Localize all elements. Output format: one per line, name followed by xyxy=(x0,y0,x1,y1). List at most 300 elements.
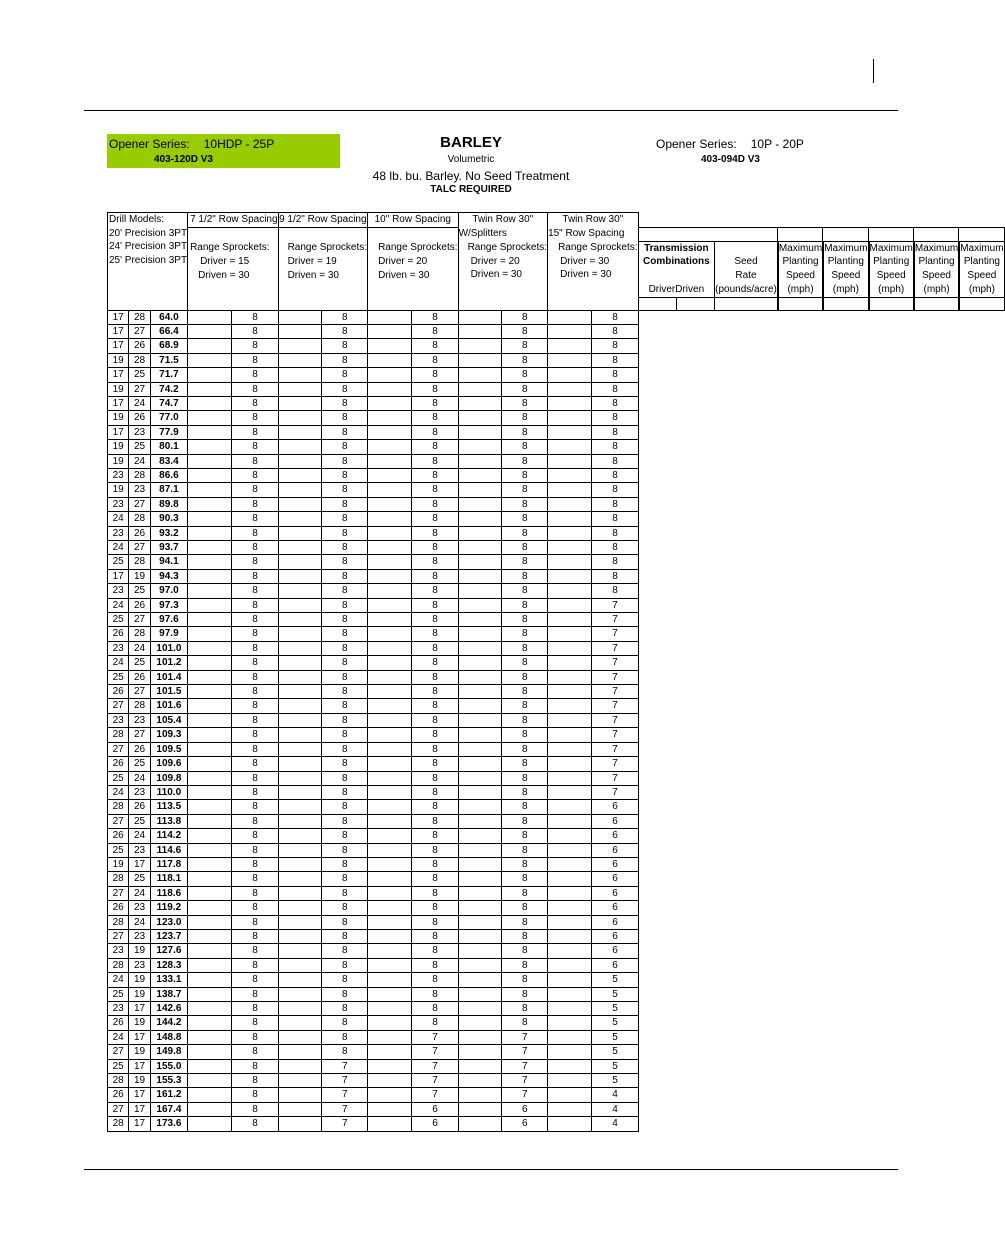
empty-cell xyxy=(548,368,592,382)
empty-cell xyxy=(368,800,412,814)
driven-cell: 24 xyxy=(129,886,151,900)
speed-cell: 8 xyxy=(232,757,278,771)
driven-cell: 17 xyxy=(129,1002,151,1016)
speed-cell: 8 xyxy=(412,843,458,857)
empty-cell xyxy=(188,1088,232,1102)
speed-cell: 8 xyxy=(232,541,278,555)
table-row xyxy=(108,584,1005,598)
empty-cell xyxy=(368,944,412,958)
speed-cell: 8 xyxy=(232,656,278,670)
empty-cell xyxy=(458,915,502,929)
empty-cell xyxy=(458,857,502,871)
speed-cell: 8 xyxy=(502,512,548,526)
driven-cell: 25 xyxy=(129,872,151,886)
speed-cell: 8 xyxy=(232,929,278,943)
empty-cell xyxy=(368,339,412,353)
empty-cell xyxy=(458,627,502,641)
empty-cell xyxy=(368,656,412,670)
speed-cell: 8 xyxy=(232,368,278,382)
speed-cell: 8 xyxy=(412,339,458,353)
driven-cell: 19 xyxy=(129,944,151,958)
driven-cell: 28 xyxy=(129,468,151,482)
table-row xyxy=(108,1016,1005,1030)
speed-cell: 8 xyxy=(502,497,548,511)
driven-cell: 19 xyxy=(129,987,151,1001)
empty-cell xyxy=(278,872,322,886)
speed-cell: 8 xyxy=(592,512,638,526)
empty-cell xyxy=(548,339,592,353)
driver-cell: 28 xyxy=(108,728,129,742)
empty-cell xyxy=(548,310,592,324)
speed-cell: 8 xyxy=(502,915,548,929)
empty-cell xyxy=(458,454,502,468)
speed-cell: 8 xyxy=(412,483,458,497)
spacing-title: 10" Row Spacing xyxy=(368,213,459,228)
speed-cell: 8 xyxy=(412,541,458,555)
empty-cell xyxy=(188,987,232,1001)
empty-cell xyxy=(368,382,412,396)
empty-cell xyxy=(188,1074,232,1088)
table-row xyxy=(108,468,1005,482)
speed-cell: 7 xyxy=(322,1059,368,1073)
seed-rate-cell: 114.6 xyxy=(150,843,187,857)
empty-cell xyxy=(188,382,232,396)
driver-cell: 28 xyxy=(108,800,129,814)
empty-cell xyxy=(548,886,592,900)
driver-cell: 19 xyxy=(108,440,129,454)
opener-right-model: 403-094D V3 xyxy=(701,154,760,165)
seed-rate-cell: 101.5 xyxy=(150,685,187,699)
empty-cell xyxy=(458,785,502,799)
seed-rate-cell: 64.0 xyxy=(150,310,187,324)
empty-cell xyxy=(548,742,592,756)
driven-cell: 27 xyxy=(129,541,151,555)
empty-cell xyxy=(458,771,502,785)
speed-cell: 7 xyxy=(412,1088,458,1102)
driver-cell: 27 xyxy=(108,1102,129,1116)
empty-cell xyxy=(188,353,232,367)
empty-cell xyxy=(458,339,502,353)
table-row xyxy=(108,1045,1005,1059)
seed-rate-cell: 117.8 xyxy=(150,857,187,871)
opener-series-left xyxy=(107,134,340,168)
speed-cell: 8 xyxy=(322,742,368,756)
empty-cell xyxy=(368,1117,412,1131)
speed-cell: 8 xyxy=(412,497,458,511)
empty-cell xyxy=(278,958,322,972)
driver-cell: 17 xyxy=(108,310,129,324)
speed-cell: 6 xyxy=(592,958,638,972)
opener-left-model: 403-120D V3 xyxy=(154,154,213,165)
speed-cell: 8 xyxy=(502,901,548,915)
table-row xyxy=(108,728,1005,742)
speed-cell: 8 xyxy=(502,670,548,684)
spacing-title-row xyxy=(108,213,1005,228)
speed-cell: 8 xyxy=(232,1074,278,1088)
empty-cell xyxy=(368,411,412,425)
table-row xyxy=(108,973,1005,987)
speed-cell: 8 xyxy=(412,656,458,670)
speed-cell: 8 xyxy=(502,785,548,799)
empty-cell xyxy=(458,1030,502,1044)
speed-cell: 8 xyxy=(232,382,278,396)
empty-cell xyxy=(458,1074,502,1088)
speed-cell: 8 xyxy=(502,973,548,987)
speed-cell: 8 xyxy=(412,324,458,338)
seed-rate-cell: 97.9 xyxy=(150,627,187,641)
seed-rate-cell: 74.7 xyxy=(150,396,187,410)
table-row xyxy=(108,785,1005,799)
empty-cell xyxy=(188,814,232,828)
empty-cell xyxy=(458,1002,502,1016)
empty-cell xyxy=(188,1045,232,1059)
empty-cell xyxy=(458,886,502,900)
speed-cell: 8 xyxy=(412,584,458,598)
speed-cell: 8 xyxy=(412,886,458,900)
speed-cell: 8 xyxy=(592,310,638,324)
driver-cell: 25 xyxy=(108,1059,129,1073)
empty-cell xyxy=(188,1102,232,1116)
empty-cell xyxy=(368,785,412,799)
empty-cell xyxy=(458,541,502,555)
speed-cell: 8 xyxy=(412,987,458,1001)
empty-cell xyxy=(278,785,322,799)
speed-cell: 7 xyxy=(592,598,638,612)
empty-cell xyxy=(548,713,592,727)
seed-rate-cell: 149.8 xyxy=(150,1045,187,1059)
table-row xyxy=(108,368,1005,382)
speed-cell: 8 xyxy=(232,843,278,857)
spacing-title: Twin Row 30" xyxy=(548,213,639,228)
driven-cell: 17 xyxy=(129,1059,151,1073)
speed-cell: 8 xyxy=(232,1117,278,1131)
speed-cell: 8 xyxy=(412,857,458,871)
empty-cell xyxy=(458,699,502,713)
empty-cell xyxy=(278,699,322,713)
speed-cell: 8 xyxy=(322,958,368,972)
speed-cell: 8 xyxy=(412,1002,458,1016)
driver-cell: 27 xyxy=(108,929,129,943)
speed-cell: 8 xyxy=(232,973,278,987)
speed-cell: 6 xyxy=(592,929,638,943)
driver-cell: 23 xyxy=(108,526,129,540)
speed-cell: 8 xyxy=(322,944,368,958)
speed-cell: 8 xyxy=(412,670,458,684)
empty-cell xyxy=(548,757,592,771)
speed-cell: 8 xyxy=(322,598,368,612)
empty-cell xyxy=(278,641,322,655)
empty-cell xyxy=(278,987,322,1001)
table-row xyxy=(108,771,1005,785)
empty-cell xyxy=(278,526,322,540)
speed-cell: 8 xyxy=(322,857,368,871)
empty-cell xyxy=(458,670,502,684)
empty-cell xyxy=(458,728,502,742)
speed-cell: 8 xyxy=(322,685,368,699)
empty-cell xyxy=(278,324,322,338)
speed-cell: 8 xyxy=(232,641,278,655)
empty-cell xyxy=(188,656,232,670)
seed-rate-cell: 133.1 xyxy=(150,973,187,987)
seed-rate-cell: 113.5 xyxy=(150,800,187,814)
empty-cell xyxy=(368,598,412,612)
empty-cell xyxy=(548,901,592,915)
speed-cell: 6 xyxy=(592,944,638,958)
empty-cell xyxy=(458,829,502,843)
empty-cell xyxy=(278,771,322,785)
seed-rate-cell: 114.2 xyxy=(150,829,187,843)
speed-cell: 8 xyxy=(232,613,278,627)
table-row xyxy=(108,440,1005,454)
empty-cell xyxy=(548,1059,592,1073)
table-row xyxy=(108,555,1005,569)
empty-cell xyxy=(188,468,232,482)
speed-cell: 8 xyxy=(232,944,278,958)
empty-cell xyxy=(368,1045,412,1059)
speed-cell: 8 xyxy=(412,699,458,713)
empty-cell xyxy=(278,454,322,468)
empty-cell xyxy=(368,512,412,526)
speed-cell: 7 xyxy=(412,1030,458,1044)
empty-cell xyxy=(548,555,592,569)
speed-cell: 7 xyxy=(412,1059,458,1073)
empty-cell xyxy=(278,584,322,598)
empty-cell xyxy=(278,411,322,425)
spacing-sprockets: Range Sprockets: Driver = 20 Driven = 30 xyxy=(368,227,459,310)
seed-rate-cell: 66.4 xyxy=(150,324,187,338)
empty-cell xyxy=(368,468,412,482)
empty-cell xyxy=(188,670,232,684)
speed-cell: 8 xyxy=(412,598,458,612)
empty-cell xyxy=(368,310,412,324)
speed-cell: 8 xyxy=(412,757,458,771)
driven-cell: 19 xyxy=(129,569,151,583)
speed-cell: 8 xyxy=(412,829,458,843)
empty-cell xyxy=(548,454,592,468)
seed-rate-cell: 173.6 xyxy=(150,1117,187,1131)
empty-cell xyxy=(548,1002,592,1016)
driver-cell: 25 xyxy=(108,670,129,684)
speed-cell: 8 xyxy=(592,411,638,425)
empty-cell xyxy=(458,843,502,857)
speed-cell: 8 xyxy=(232,800,278,814)
seed-rate-header: Seed Rate (pounds/acre) xyxy=(715,241,778,297)
speed-cell: 8 xyxy=(592,454,638,468)
spacing-sprockets: W/Splitters Range Sprockets: Driver = 20 Driven = 30 xyxy=(458,227,548,310)
empty-cell xyxy=(548,613,592,627)
speed-cell: 7 xyxy=(592,670,638,684)
empty-cell xyxy=(188,324,232,338)
seed-rate-cell: 110.0 xyxy=(150,785,187,799)
speed-cell: 5 xyxy=(592,987,638,1001)
empty-cell xyxy=(368,1030,412,1044)
table-row xyxy=(108,497,1005,511)
speed-cell: 8 xyxy=(412,728,458,742)
empty-cell xyxy=(548,440,592,454)
speed-cell: 8 xyxy=(502,627,548,641)
speed-cell: 8 xyxy=(592,396,638,410)
table-row xyxy=(108,685,1005,699)
table-row xyxy=(108,915,1005,929)
speed-cell: 8 xyxy=(322,627,368,641)
speed-cell: 8 xyxy=(232,310,278,324)
driver-cell: 25 xyxy=(108,771,129,785)
empty-cell xyxy=(368,814,412,828)
empty-cell xyxy=(278,1117,322,1131)
empty-cell xyxy=(188,497,232,511)
seed-rate-cell: 94.3 xyxy=(150,569,187,583)
empty-cell xyxy=(368,915,412,929)
empty-cell xyxy=(458,1045,502,1059)
driver-cell: 25 xyxy=(108,613,129,627)
driver-cell: 26 xyxy=(108,1088,129,1102)
empty-cell xyxy=(278,857,322,871)
speed-cell: 8 xyxy=(322,699,368,713)
talc-note: TALC REQUIRED xyxy=(430,184,512,195)
empty-cell xyxy=(188,339,232,353)
speed-cell: 6 xyxy=(592,886,638,900)
empty-cell xyxy=(278,929,322,943)
speed-cell: 5 xyxy=(592,1030,638,1044)
table-row xyxy=(108,987,1005,1001)
speed-cell: 7 xyxy=(322,1074,368,1088)
seed-rate-cell: 109.5 xyxy=(150,742,187,756)
empty-cell xyxy=(458,584,502,598)
speed-cell: 7 xyxy=(502,1030,548,1044)
empty-cell xyxy=(278,483,322,497)
empty-cell xyxy=(548,512,592,526)
driven-cell: 17 xyxy=(129,1088,151,1102)
table-row xyxy=(108,814,1005,828)
table-row xyxy=(108,1030,1005,1044)
empty-cell xyxy=(458,310,502,324)
empty-cell xyxy=(548,1117,592,1131)
driver-cell: 19 xyxy=(108,411,129,425)
speed-cell: 8 xyxy=(232,771,278,785)
drill-model-item: 24' Precision 3PT xyxy=(109,241,188,253)
speed-cell: 8 xyxy=(322,843,368,857)
speed-cell: 8 xyxy=(322,454,368,468)
empty-cell xyxy=(278,627,322,641)
seed-rate-cell: 167.4 xyxy=(150,1102,187,1116)
table-row xyxy=(108,713,1005,727)
drill-model-item: 25' Precision 3PT xyxy=(109,255,188,267)
driven-cell: 23 xyxy=(129,713,151,727)
spacing-sprockets: Range Sprockets: Driver = 15 Driven = 30 xyxy=(188,227,279,310)
spacing-title: Twin Row 30" xyxy=(458,213,548,228)
speed-cell: 6 xyxy=(592,814,638,828)
driven-cell: 23 xyxy=(129,425,151,439)
empty-cell xyxy=(458,987,502,1001)
driver-cell: 27 xyxy=(108,886,129,900)
speed-cell: 8 xyxy=(412,901,458,915)
empty-cell xyxy=(458,1059,502,1073)
empty-cell xyxy=(278,713,322,727)
table-row xyxy=(108,512,1005,526)
empty-cell xyxy=(278,1074,322,1088)
speed-cell: 8 xyxy=(502,411,548,425)
empty-cell xyxy=(548,584,592,598)
empty-cell xyxy=(368,353,412,367)
empty-cell xyxy=(458,958,502,972)
speed-cell: 8 xyxy=(502,872,548,886)
opener-left-value: 10HDP - 25P xyxy=(203,137,275,151)
speed-cell: 8 xyxy=(322,800,368,814)
speed-cell: 8 xyxy=(502,555,548,569)
table-row xyxy=(108,425,1005,439)
speed-cell: 8 xyxy=(322,886,368,900)
empty-cell xyxy=(278,353,322,367)
speed-cell: 5 xyxy=(592,1016,638,1030)
speed-cell: 8 xyxy=(322,613,368,627)
speed-cell: 8 xyxy=(322,411,368,425)
table-row xyxy=(108,396,1005,410)
empty-cell xyxy=(458,929,502,943)
speed-cell: 8 xyxy=(232,324,278,338)
empty-cell xyxy=(278,569,322,583)
driven-cell: 26 xyxy=(129,598,151,612)
speed-cell: 8 xyxy=(232,454,278,468)
driven-cell: 25 xyxy=(129,656,151,670)
driver-cell: 28 xyxy=(108,1074,129,1088)
speed-cell: 8 xyxy=(322,382,368,396)
speed-cell: 8 xyxy=(502,483,548,497)
speed-cell: 8 xyxy=(412,425,458,439)
empty-cell xyxy=(368,987,412,1001)
driven-cell: 28 xyxy=(129,555,151,569)
table-row xyxy=(108,800,1005,814)
driven-cell: 28 xyxy=(129,627,151,641)
speed-cell: 8 xyxy=(322,541,368,555)
speed-cell: 8 xyxy=(502,425,548,439)
driver-cell: 24 xyxy=(108,598,129,612)
speed-cell: 6 xyxy=(412,1117,458,1131)
speed-cell: 8 xyxy=(232,411,278,425)
speed-cell: 6 xyxy=(592,901,638,915)
empty-cell xyxy=(278,728,322,742)
speed-cell: 5 xyxy=(592,973,638,987)
speed-cell: 6 xyxy=(592,800,638,814)
table-row xyxy=(108,742,1005,756)
speed-cell: 8 xyxy=(502,1002,548,1016)
empty-cell xyxy=(548,382,592,396)
empty-cell xyxy=(278,598,322,612)
table-row xyxy=(108,1102,1005,1116)
speed-cell: 8 xyxy=(232,1045,278,1059)
speed-cell: 8 xyxy=(232,785,278,799)
seed-rate-cell: 155.0 xyxy=(150,1059,187,1073)
empty-cell xyxy=(188,440,232,454)
seed-rate-cell: 109.6 xyxy=(150,757,187,771)
empty-cell xyxy=(188,368,232,382)
table-row xyxy=(108,670,1005,684)
table-row xyxy=(108,483,1005,497)
empty-cell xyxy=(548,627,592,641)
spacing-sprockets: Range Sprockets: Driver = 19 Driven = 30 xyxy=(278,227,368,310)
driver-cell: 28 xyxy=(108,872,129,886)
speed-cell: 7 xyxy=(592,728,638,742)
speed-cell: 8 xyxy=(502,526,548,540)
speed-cell: 5 xyxy=(592,1002,638,1016)
page-title: BARLEY xyxy=(440,134,502,151)
driven-cell: 23 xyxy=(129,958,151,972)
empty-cell xyxy=(368,584,412,598)
table-row xyxy=(108,627,1005,641)
table-row xyxy=(108,872,1005,886)
drill-model-item: 20' Precision 3PT xyxy=(109,227,188,239)
empty-cell xyxy=(368,1102,412,1116)
empty-cell xyxy=(458,483,502,497)
